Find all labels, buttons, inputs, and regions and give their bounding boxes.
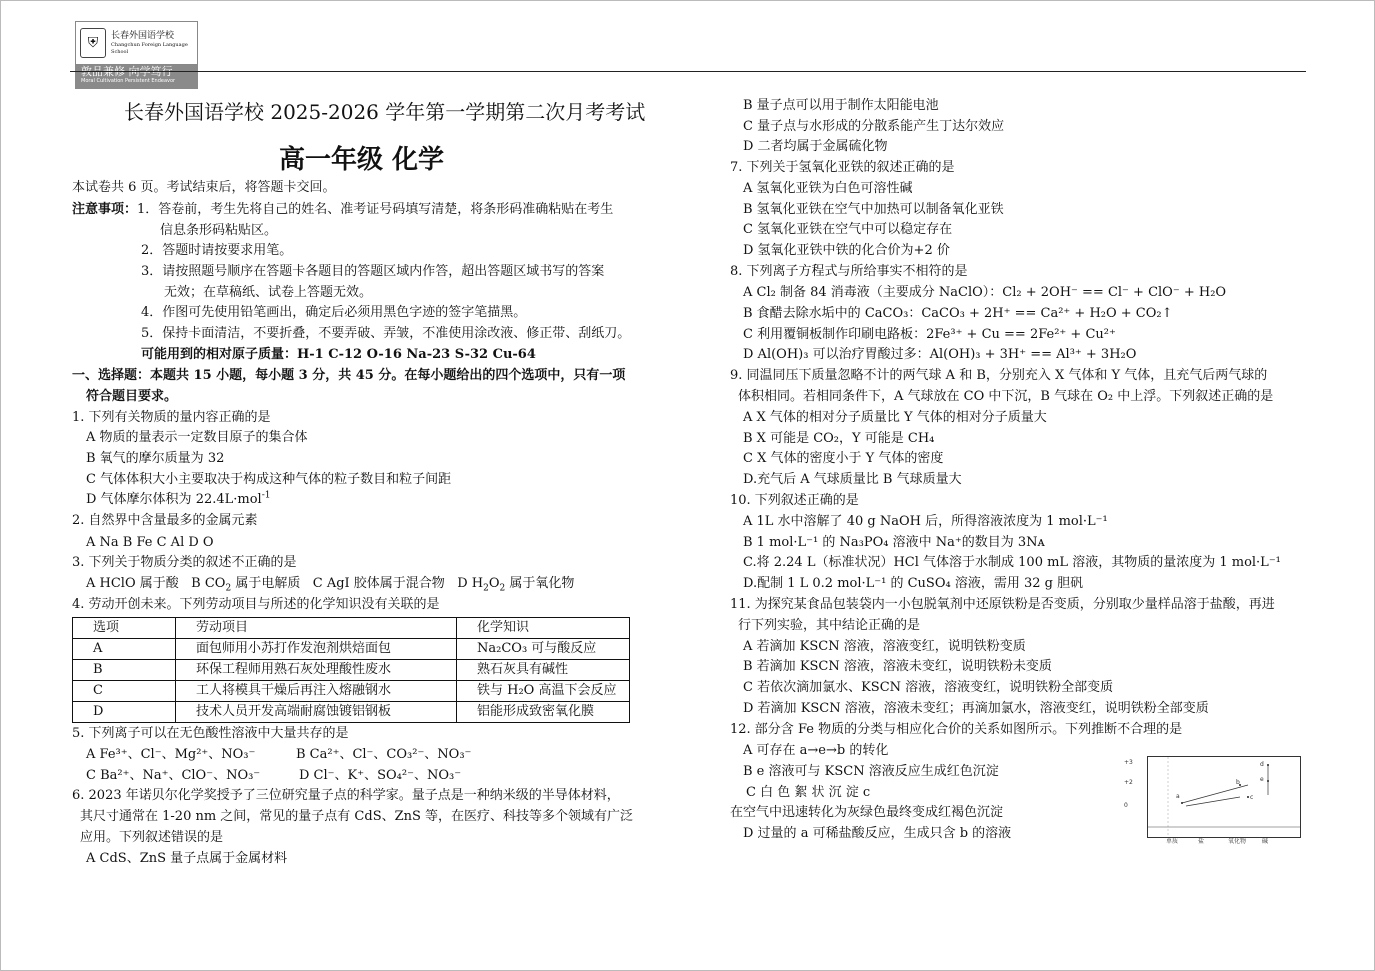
graph-point-c [1247,796,1249,798]
q4-table [72,617,630,723]
q3-option-d-3: 属于氧化物 [505,576,575,591]
q10-option-b: B 1 mol·L⁻¹ 的 Na₃PO₄ 溶液中 Na⁺的数目为 3Nᴀ [743,535,1045,550]
q3-option-a: A HClO 属于酸 [86,576,179,591]
q12-option-a: A 可存在 a→e→b 的转化 [743,743,889,758]
graph-line-2 [1186,797,1240,806]
q11-option-a: A 若滴加 KSCN 溶液，溶液变红，说明铁粉变质 [743,639,1026,654]
graph-point-label-d: d [1260,761,1264,768]
table-row [73,702,630,723]
q10-option-d: D.配制 1 L 0.2 mol·L⁻¹ 的 CuSO₄ 溶液，需用 32 g 胆矾 [743,576,1084,591]
q9-option-c: C X 气体的密度小于 Y 气体的密度 [743,451,944,466]
notice-5: 5．保持卡面清洁，不要折叠，不要弄破、弄皱，不准使用涂改液、修正带、刮纸刀。 [141,326,631,341]
q4-stem: 4. 劳动开创未来。下列劳动项目与所述的化学知识没有关联的是 [72,597,440,612]
graph-point-label-c: c [1250,794,1254,801]
section1-line2: 符合题目要求。 [86,389,178,404]
q3-option-d-1: D H [457,576,484,591]
q3-b-sub: 2 [225,583,232,594]
q9-line-2: 体积相同。若相同条件下，A 气球放在 CO 中下沉，B 气球在 O₂ 中上浮。下列叙述正确的是 [738,389,1274,404]
q4-cell: 铁与 H₂O 高温下会反应 [457,681,630,702]
intro-pages: 本试卷共 6 页。考试结束后，将答题卡交回。 [72,180,336,195]
q12-option-c-2: 在空气中迅速转化为灰绿色最终变成红褐色沉淀 [730,805,1004,820]
header-rule [70,71,1306,72]
section1-line1: 一、选择题：本题共 15 小题，每小题 3 分，共 45 分。在每小题给出的四个选项中，只有一项 [72,368,626,383]
notice-label: 注意事项： [72,202,138,217]
q11-option-c: C 若依次滴加氯水、KSCN 溶液，溶液变红，说明铁粉全部变质 [743,680,1114,695]
q12-option-d: D 过量的 a 可稀盐酸反应，生成只含 b 的溶液 [743,826,1012,841]
q1-d-text: D 气体摩尔体积为 22.4L·mol [86,492,262,507]
exam-title: 长春外国语学校 2025-2026 学年第一学期第二次月考考试 [124,100,646,124]
q9-option-d: D.充气后 A 气球质量比 B 气球质量大 [743,472,962,487]
q1-option-c: C 气体体积大小主要取决于构成这种气体的粒子数目和粒子间距 [86,472,452,487]
q6-option-b: B 量子点可以用于制作太阳能电池 [743,98,939,113]
q4-cell: Na₂CO₃ 可与酸反应 [457,639,630,660]
q4-cell: A [73,639,176,660]
notice-3a: 3．请按照题号顺序在答题卡各题目的答题区域内作答，超出答题区域书写的答案 [141,264,605,279]
graph-point-d [1267,764,1269,766]
q8-option-d: D Al(OH)₃ 可以治疗胃酸过多：Al(OH)₃ + 3H⁺ == Al³⁺ + 3H₂O [743,347,1137,362]
graph-x-label-1: 单质 [1166,838,1179,845]
q4-cell: D [73,702,176,723]
q1-option-d [86,490,271,510]
atomic-masses: 可能用到的相对原子质量：H-1 C-12 O-16 Na-23 S-32 Cu-64 [141,347,536,362]
q11-option-d: D 若滴加 KSCN 溶液，溶液未变红；再滴加氯水，溶液变红，说明铁粉全部变质 [743,701,1209,716]
graph-point-label-e: e [1260,776,1264,783]
exam-subtitle: 高一年级 化学 [279,145,445,175]
table-row [73,639,630,660]
q12-option-c: C 白 色 絮 状 沉 淀 c [746,785,871,800]
q5-option-b: B Ca²⁺、Cl⁻、CO₃²⁻、NO₃⁻ [296,747,472,762]
q4-header-option: 选项 [73,618,176,639]
q3-d-sub-1: 2 [483,583,489,594]
q5-option-c: C Ba²⁺、Na⁺、ClO⁻、NO₃⁻ [86,768,261,783]
graph-point-e [1267,780,1269,782]
logo-motto-en: Moral Cultivation Persistent Endeavor [81,78,176,84]
q12-option-b: B e 溶液可与 KSCN 溶液反应生成红色沉淀 [743,764,999,779]
q5-option-d: D Cl⁻、K⁺、SO₄²⁻、NO₃⁻ [299,768,462,783]
logo-name-en: Changchun Foreign Language School [111,41,188,55]
graph-point-a [1181,802,1183,804]
logo-name-cn: 长春外国语学校 [111,30,175,41]
q4-header-labor: 劳动项目 [176,618,457,639]
q7-option-b: B 氢氧化亚铁在空气中加热可以制备氧化亚铁 [743,202,1004,217]
q1-option-b: B 氧气的摩尔质量为 32 [86,451,225,466]
graph-point-label-a: a [1176,793,1180,800]
notice-line-1 [72,200,613,220]
table-row [73,681,630,702]
school-logo [75,21,198,89]
q1-stem: 1. 下列有关物质的量内容正确的是 [72,410,271,425]
graph-x-label-4: 碱 [1262,838,1269,845]
q4-header-knowledge: 化学知识 [457,618,630,639]
q11-option-b: B 若滴加 KSCN 溶液，溶液未变红，说明铁粉未变质 [743,659,1052,674]
q3-option-b-2: 属于电解质 [231,576,301,591]
q4-cell: 熟石灰具有碱性 [457,660,630,681]
graph-x-label-2: 盐 [1198,838,1205,845]
q10-stem: 10. 下列叙述正确的是 [730,493,859,508]
table-row [73,660,630,681]
notice-1a: 1．答卷前，考生先将自己的姓名、准考证号码填写清楚，将条形码准确粘贴在考生 [137,202,614,217]
q8-option-a: A Cl₂ 制备 84 消毒液（主要成分 NaClO）：Cl₂ + 2OH⁻ == Cl⁻ + ClO⁻ + H₂O [743,285,1227,300]
q3-d-sub-2: 2 [499,583,506,594]
graph-x-label-3: 氧化物 [1228,838,1247,845]
q7-stem: 7. 下列关于氢氧化亚铁的叙述正确的是 [730,160,955,175]
notice-1b: 信息条形码粘贴区。 [160,223,278,238]
q8-option-c: C 利用覆铜板制作印刷电路板：2Fe³⁺ + Cu == 2Fe²⁺ + Cu²⁺ [743,327,1116,342]
graph-line-1 [1182,785,1248,803]
q6-line-1: 6. 2023 年诺贝尔化学奖授予了三位研究量子点的科学家。量子点是一种纳米级的半导体材料， [72,788,620,803]
logo-name [111,31,193,56]
q7-option-c: C 氢氧化亚铁在空气中可以稳定存在 [743,222,953,237]
q12-stem: 12. 部分含 Fe 物质的分类与相应化合价的关系如图所示。下列推断不合理的是 [730,722,1183,737]
q12-fe-valence-graph [1147,756,1301,838]
q11-line-1: 11. 为探究某食品包装袋内一小包脱氧剂中还原铁粉是否变质，分别取少量样品溶于盐酸，再进 [730,597,1275,612]
q4-cell: 环保工程师用熟石灰处理酸性废水 [176,660,457,681]
q5-option-a: A Fe³⁺、Cl⁻、Mg²⁺、NO₃⁻ [86,747,256,762]
q2-stem: 2. 自然界中含量最多的金属元素 [72,513,258,528]
school-emblem-icon: ⛨ [80,28,106,58]
logo-motto: 敦品兼修 向学笃行 [81,65,173,78]
q10-option-a: A 1L 水中溶解了 40 g NaOH 后，所得溶液浓度为 1 mol·L⁻¹ [743,514,1108,529]
q6-line-2: 其尺寸通常在 1-20 nm 之间，常见的量子点有 CdS、ZnS 等，在医疗、科技等多个领域有广泛 [80,809,634,824]
q4-header-row [73,618,630,639]
q6-option-d: D 二者均属于金属硫化物 [743,139,888,154]
q4-cell: B [73,660,176,681]
graph-y-label-0: 0 [1124,802,1128,809]
q1-option-a: A 物质的量表示一定数目原子的集合体 [86,430,308,445]
graph-y-label-2: +2 [1124,779,1133,786]
q9-option-a: A X 气体的相对分子质量比 Y 气体的相对分子质量大 [743,410,1047,425]
q2-options: A Na B Fe C Al D O [86,535,214,550]
notice-2: 2．答题时请按要求用笔。 [141,243,293,258]
q3-option-d-2: O [488,576,500,591]
logo-top [75,21,198,65]
q7-option-d: D 氢氧化亚铁中铁的化合价为+2 价 [743,243,950,258]
q6-option-c: C 量子点与水形成的分散系能产生丁达尔效应 [743,119,1005,134]
q8-stem: 8. 下列离子方程式与所给事实不相符的是 [730,264,968,279]
notice-3b: 无效；在草稿纸、试卷上答题无效。 [164,285,373,300]
graph-point-label-b: b [1236,779,1240,786]
q10-option-c: C.将 2.24 L（标准状况）HCl 气体溶于水制成 100 mL 溶液，其物质的量浓度为 1 mol·L⁻¹ [743,555,1281,570]
q4-cell: 面包师用小苏打作发泡剂烘焙面包 [176,639,457,660]
q4-cell: C [73,681,176,702]
q4-cell: 工人将模具干燥后再注入熔融钢水 [176,681,457,702]
q4-cell: 技术人员开发高端耐腐蚀镀铝钢板 [176,702,457,723]
q3-stem: 3. 下列关于物质分类的叙述不正确的是 [72,555,297,570]
q9-line-1: 9. 同温同压下质量忽略不计的两气球 A 和 B，分别充入 X 气体和 Y 气体，且充气后两气球的 [730,368,1268,383]
notice-4: 4．作图可先使用铅笔画出，确定后必须用黑色字迹的签字笔描黑。 [141,305,527,320]
q11-line-2: 行下列实验，其中结论正确的是 [738,618,921,633]
q3-options [86,574,574,594]
q9-option-b: B X 可能是 CO₂，Y 可能是 CH₄ [743,431,935,446]
q6-line-3: 应用。下列叙述错误的是 [80,830,224,845]
q4-cell: 铝能形成致密氧化膜 [457,702,630,723]
graph-y-label-3: +3 [1124,759,1133,766]
q3-option-c: C AgI 胶体属于混合物 [312,576,445,591]
q6-option-a: A CdS、ZnS 量子点属于金属材料 [86,851,288,866]
q5-stem: 5. 下列离子可以在无色酸性溶液中大量共存的是 [72,726,349,741]
q7-option-a: A 氢氧化亚铁为白色可溶性碱 [743,181,913,196]
logo-motto-bar [75,65,198,89]
q8-option-b: B 食醋去除水垢中的 CaCO₃：CaCO₃ + 2H⁺ == Ca²⁺ + H₂O + CO₂↑ [743,306,1173,321]
q3-option-b-1: B CO [191,576,226,591]
q1-d-sup: -1 [261,490,271,501]
